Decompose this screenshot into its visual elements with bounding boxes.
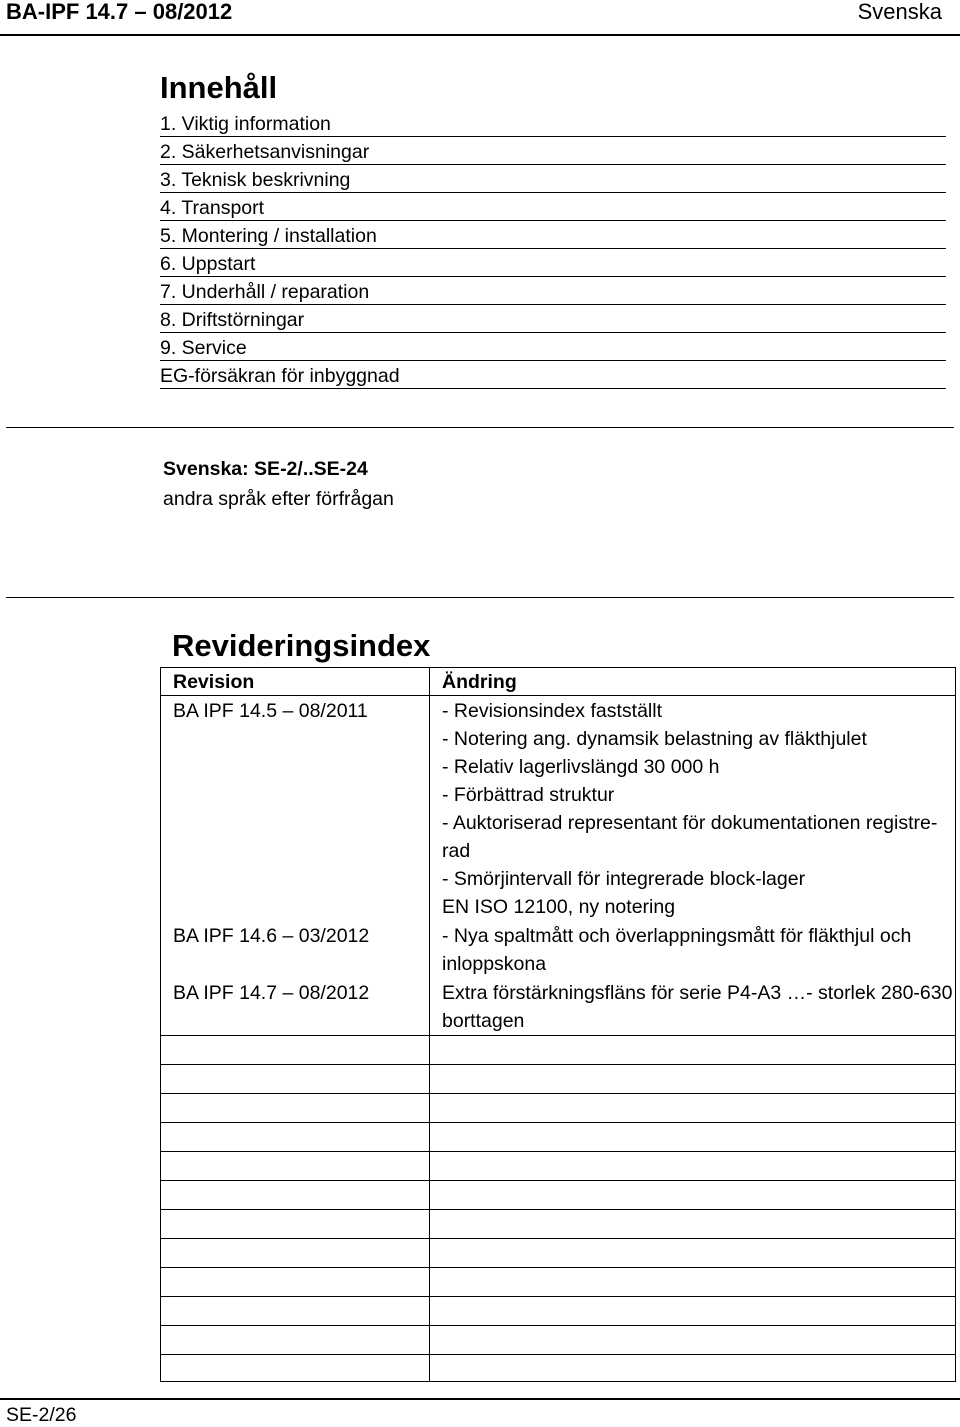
revision-index-title: Revideringsindex bbox=[172, 628, 431, 663]
toc-item[interactable]: 5. Montering / installation bbox=[160, 221, 946, 249]
change-line: - Nya spaltmått och överlappningsmått för fläkthjul och bbox=[442, 925, 912, 947]
row-divider bbox=[161, 1354, 955, 1355]
row-divider bbox=[161, 1151, 955, 1152]
change-line: - Smörjintervall för integrerade block-lager bbox=[442, 868, 806, 890]
change-line: borttagen bbox=[442, 1010, 525, 1032]
change-line: inloppskona bbox=[442, 953, 547, 975]
change-cell bbox=[442, 922, 942, 978]
toc-item[interactable]: 9. Service bbox=[160, 333, 946, 361]
toc-item[interactable]: EG-försäkran för inbyggnad bbox=[160, 361, 946, 389]
document-code: BA-IPF 14.7 – 08/2012 bbox=[6, 0, 233, 24]
language-heading: Svenska: SE-2/..SE-24 bbox=[163, 458, 368, 480]
column-divider bbox=[429, 668, 430, 1381]
toc-item[interactable]: 1. Viktig information bbox=[160, 109, 946, 137]
row-divider bbox=[161, 1122, 955, 1123]
row-divider bbox=[161, 1180, 955, 1181]
header-revision: Revision bbox=[173, 671, 255, 693]
row-divider bbox=[161, 1325, 955, 1326]
revision-cell: BA IPF 14.7 – 08/2012 bbox=[173, 982, 370, 1004]
section-divider bbox=[6, 427, 954, 428]
change-line: EN ISO 12100, ny notering bbox=[442, 896, 676, 918]
table-of-contents bbox=[160, 67, 946, 389]
revision-cell: BA IPF 14.5 – 08/2011 bbox=[173, 700, 368, 722]
header-divider bbox=[0, 34, 960, 36]
page-number: SE-2/26 bbox=[6, 1404, 77, 1426]
row-divider bbox=[161, 1296, 955, 1297]
change-line: - Auktoriserad representant för dokumentationen registre- bbox=[442, 812, 938, 834]
change-line: - Revisionsindex fastställt bbox=[442, 700, 663, 722]
toc-item[interactable]: 2. Säkerhetsanvisningar bbox=[160, 137, 946, 165]
change-line: - Relativ lagerlivslängd 30 000 h bbox=[442, 756, 720, 778]
language-info bbox=[163, 454, 394, 514]
row-divider bbox=[161, 1064, 955, 1065]
row-divider bbox=[161, 1267, 955, 1268]
revision-cell: BA IPF 14.6 – 03/2012 bbox=[173, 925, 370, 947]
row-divider bbox=[161, 1035, 955, 1036]
header-change: Ändring bbox=[442, 671, 517, 693]
toc-title: Innehåll bbox=[160, 70, 278, 105]
row-divider bbox=[161, 1093, 955, 1094]
section-divider bbox=[6, 597, 954, 598]
toc-item[interactable]: 6. Uppstart bbox=[160, 249, 946, 277]
change-cell bbox=[442, 697, 942, 921]
change-cell bbox=[442, 979, 953, 1035]
document-language: Svenska bbox=[857, 0, 942, 24]
change-line: - Förbättrad struktur bbox=[442, 784, 615, 806]
toc-item[interactable]: 3. Teknisk beskrivning bbox=[160, 165, 946, 193]
footer-divider bbox=[0, 1398, 960, 1400]
row-divider bbox=[161, 1238, 955, 1239]
row-divider bbox=[161, 695, 955, 696]
language-note: andra språk efter förfrågan bbox=[163, 488, 394, 510]
row-divider bbox=[161, 1209, 955, 1210]
revision-table bbox=[160, 667, 956, 1382]
change-line: rad bbox=[442, 840, 471, 862]
toc-item[interactable]: 8. Driftstörningar bbox=[160, 305, 946, 333]
change-line: - Notering ang. dynamsik belastning av fläkthjulet bbox=[442, 728, 867, 750]
toc-item[interactable]: 4. Transport bbox=[160, 193, 946, 221]
change-line: Extra förstärkningsfläns för serie P4-A3 …- storlek 280-630 bbox=[442, 982, 953, 1004]
toc-item[interactable]: 7. Underhåll / reparation bbox=[160, 277, 946, 305]
